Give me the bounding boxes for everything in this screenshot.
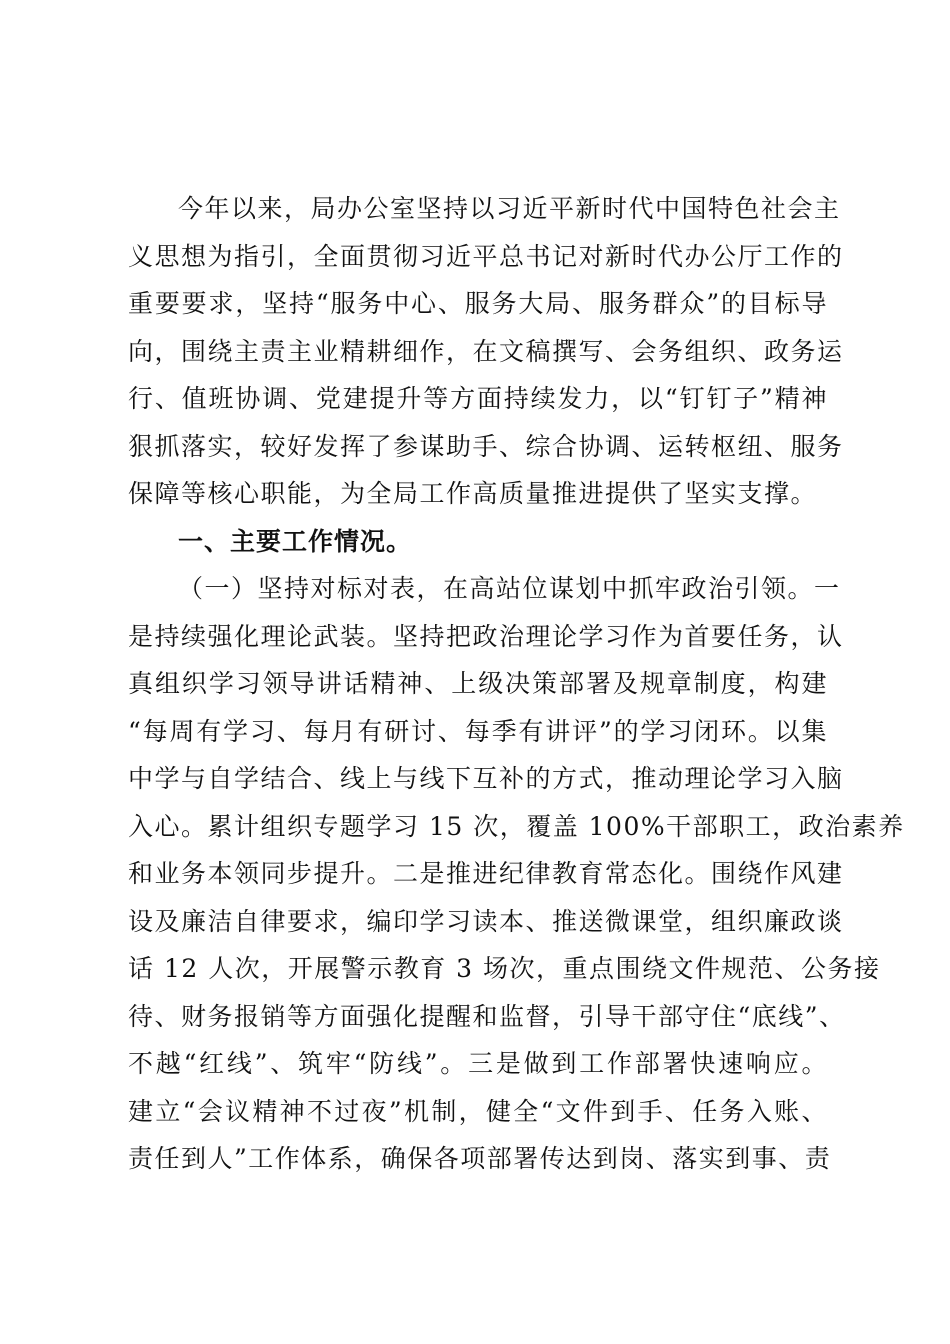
text-line: 是持续强化理论武装。坚持把政治理论学习作为首要任务，认: [128, 621, 844, 651]
text-line: 设及廉洁自律要求，编印学习读本、推送微课堂，组织廉政谈: [128, 906, 844, 936]
text-line: 重要要求，坚持“服务中心、服务大局、服务群众”的目标导: [128, 289, 828, 318]
text-line: 责任到人”工作体系，确保各项部署传达到岗、落实到事、责: [128, 1144, 832, 1173]
text-line: 义思想为指引，全面贯彻习近平总书记对新时代办公厅工作的: [128, 241, 844, 271]
text-line: 和业务本领同步提升。二是推进纪律教育常态化。围绕作风建: [128, 859, 844, 888]
text-line: 建立“会议精神不过夜”机制，健全“文件到手、任务入账、: [128, 1096, 828, 1126]
text-line: 不越“红线”、筑牢“防线”。三是做到工作部署快速响应。: [128, 1049, 828, 1078]
text-line: 狠抓落实，较好发挥了参谋助手、综合协调、运转枢纽、服务: [128, 431, 844, 461]
text-line: “每周有学习、每月有研讨、每季有讲评”的学习闭环。以集: [128, 716, 828, 746]
text-line: 入心。累计组织专题学习 15 次，覆盖 100%干部职工，政治素养: [128, 811, 905, 841]
document-body: [128, 185, 905, 1183]
text-line: 中学与自学结合、线上与线下互补的方式，推动理论学习入脑: [128, 764, 844, 793]
intro-paragraph: [128, 185, 844, 518]
text-line: 话 12 人次，开展警示教育 3 场次，重点围绕文件规范、公务接: [128, 954, 881, 983]
section-paragraph: [128, 565, 905, 1183]
section-heading: 一、主要工作情况。: [178, 526, 413, 556]
text-line: 行、值班协调、党建提升等方面持续发力，以“钉钉子”精神: [128, 384, 828, 413]
text-line: 待、财务报销等方面强化提醒和监督，引导干部守住“底线”、: [128, 1001, 846, 1031]
text-line: 向，围绕主责主业精耕细作，在文稿撰写、会务组织、政务运: [128, 336, 844, 366]
text-line: （一）坚持对标对表，在高站位谋划中抓牢政治引领。一: [178, 574, 841, 603]
text-line: 保障等核心职能，为全局工作高质量推进提供了坚实支撑。: [128, 479, 818, 508]
text-line: 真组织学习领导讲话精神、上级决策部署及规章制度，构建: [128, 669, 828, 698]
text-line: 今年以来，局办公室坚持以习近平新时代中国特色社会主: [178, 194, 841, 223]
